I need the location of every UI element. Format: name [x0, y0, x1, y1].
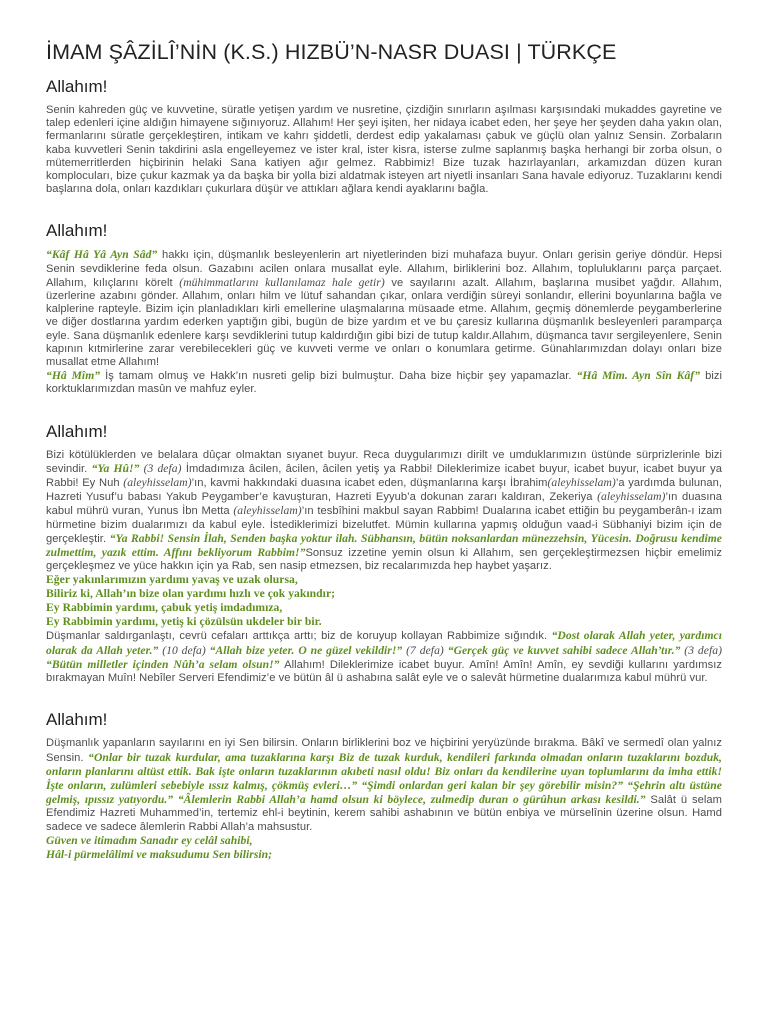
- section-heading: Allahım!: [46, 421, 108, 441]
- body-text: ve sayılarını azalt. Allahım, başlarına musibet yağdır. Allahım, üzerlerine azabını gönder. Allahım, onları hilm ve lütuf sahandan çıkar, onlara verdiğin süreyi sonlandır, ellerini boyunlarına bağla ve kalplerine rapteyle. Bizim için planladıkları kirli emellerine ulaşmalarına müsaade etme. Allahım, geçmiş dönemlerde peygamberlerine ve diğer dostlarına yardım ederken yaptığın gibi, bugün de bize yardım et ve bu çaresiz kullarına düşmanlık besleyenleri paramparça eyle. Sana düşmanlık edenlere karşı sevdiklerini tutup kaldırdığın gibi bizi de tutup kaldır.Allahım, düşmanca tavır sergileyenlere, Senin kapının kıtmirlerine zarar verebilecekleri güç ve kuvveti verme ve onları o konumlara getirme. Günahlarımızdan dolayı onları bize musallat etme Allahım!: [46, 276, 722, 369]
- verse-line: Ey Rabbimin yardımı, çabuk yetiş imdadımıza,: [46, 601, 283, 615]
- italic-text: (aleyhisselam): [233, 504, 302, 518]
- body-text: ’ın, kavmi hakkındaki duasına icabet eden, düşmanlarına karşı İbrahim: [191, 477, 548, 490]
- body-text: Allahım! Dileklerimize icabet buyur. Amîn! Amîn! Amîn, ey sevdiği kullarını yardımsız bırakmayan Muîn! Nebîler Serveri Efendimiz’e ve bütün âl ü ashabına salât eyle ve o salevât hürmetine dualarımıza kabul mührü vur.: [46, 658, 723, 685]
- section-heading: Allahım!: [46, 221, 108, 241]
- body-text: ’ın duasına kabul mührü vuran, Yunus İbn Metta: [46, 491, 722, 518]
- body-text: İş tamam olmuş ve Hakk’ın nusreti gelip bizi bulmuştur. Daha bize hiçbir şey yapamazlar.: [100, 370, 577, 383]
- section-3: [46, 421, 722, 686]
- section-2: [46, 220, 722, 396]
- italic-text: (aleyhisselam): [547, 476, 616, 490]
- section-4: [46, 709, 722, 861]
- verse-line: Biliriz ki, Allah’ın bize olan yardımı hızlı ve çok yakındır;: [46, 587, 336, 601]
- verse-line: Güven ve itimadım Sanadır ey celâl sahibi,: [46, 833, 253, 847]
- section-paragraph: [46, 248, 722, 396]
- body-text: Sonsuz izzetine yemin olsun ki Allahım, sen gerçekleştirmezsen hiçbir emelimiz gerçekleşmez ve yüce hakkın için ya Rab, sen nasip etmezsen, biz recalarımızda hep haybet yaşarız.: [46, 547, 723, 573]
- body-text: ’a yardımda bulunan, Hazreti Yusuf’u babası Yakub Peygamber’e kavuşturan, Hazreti Eyyub’a dokunan zararı kaldıran, Zekeriya: [46, 477, 722, 504]
- italic-text: (3 defa): [139, 461, 182, 475]
- italic-text: (3 defa): [680, 643, 722, 657]
- body-text: İmdadımıza âcilen, âcilen, âcilen yetiş ya Rabbi! Dileklerimize icabet buyur, icabet buyur, icabet buyur ya Rabbi! Ey Nuh: [46, 462, 722, 490]
- section-1: [46, 76, 722, 196]
- body-text: Düşmanlar saldırganlaştı, cevrü cefaları arttıkça arttı; biz de koruyup kollayan Rabbimize sığındık.: [46, 630, 552, 643]
- italic-text: (aleyhisselam): [123, 476, 192, 490]
- section-heading: Allahım!: [46, 710, 108, 730]
- body-text: bizi korktuklarımızdan masûn ve mahfuz eyler.: [46, 370, 722, 396]
- highlight-text: “Onlar bir tuzak kurdular, ama tuzaklarına karşı Biz de tuzak kurduk, kendileri farkında olmadan onların tuzaklarını bozduk, onların planlarını altüst ettik. Bak işte onların tuzaklarının akıbeti nasıl oldu! Biz onları da kendilerine uyan toplumlarını da imha ettik! İşte onların, zulümleri sebebiyle ıssız kalmış, çökmüş evleri…” “Şimdi onlardan geri kalan bir şey görebilir misin?” “Şehrin altı üstüne gelmiş, ıpıssız yatıyordu.” “Âlemlerin Rabbi Allah’a hamd olsun ki böylece, zulmedip duran o gürûhun arkası kesildi.”: [46, 750, 722, 807]
- italic-text: (7 defa): [402, 643, 448, 657]
- verse-line: Eğer yakınlarımızın yardımı yavaş ve uzak olursa,: [46, 573, 298, 587]
- highlight-text: “Gerçek güç ve kuvvet sahibi sadece Allah’tır.”: [447, 643, 681, 657]
- highlight-text: “Hâ Mîm”: [46, 369, 101, 383]
- highlight-text: “Ya Hû!”: [91, 461, 140, 475]
- italic-text: (aleyhisselam): [597, 490, 666, 504]
- highlight-text: “Kâf Hâ Yâ Ayn Sâd”: [46, 248, 158, 262]
- section-paragraph: [46, 449, 722, 686]
- page-title: İMAM ŞÂZİLÎ’NİN (K.S.) HIZBÜ’N-NASR DUASI | TÜRKÇE: [46, 40, 617, 64]
- body-text: ’ın tesbîhini makbul sayan Rabbim! Dualarına icabet ettiğin bu peygamberân-ı izam hürmetine bizim dualarımızı da kabul eyle. İstediklerimizi bizelutfet. Mümin kullarına yapmış olduğun vaad-i Sübhaniyi bizim için de gerçekleştir.: [46, 505, 722, 545]
- highlight-text: “Dost olarak Allah yeter, yardımcı olarak da Allah yeter.”: [46, 629, 722, 657]
- highlight-text: “Hâ Mîm. Ayn Sîn Kâf”: [576, 369, 701, 383]
- section-heading: Allahım!: [46, 77, 108, 96]
- body-text: Düşmanlık yapanların sayılarını en iyi Sen bilirsin. Onların birliklerini boz ve hiçbirini yeryüzünde bırakma. Bâkî ve sermedî olan yalnız Sensin.: [46, 737, 722, 764]
- body-text: Salât ü selam Efendimiz Hazreti Muhammed’in, tertemiz ehl-i beytinin, kerem sahibi ashabının ve bütün enbiya ve mürselînin üzerine olsun. Hamd sadece ve sadece âlemlerin Rabbi Allah’a mahsustur.: [46, 794, 723, 833]
- italic-text: (mühimmatlarını kullanılamaz hale getir): [179, 275, 385, 289]
- highlight-text: “Ya Rabbi! Sensin İlah, Senden başka yoktur ilah. Sübhansın, bütün noksanlardan münezzehsin, Yücesin. Doğrusu kendime zulmettim, yazık ettim. Affını bekliyorum Rabbim!”: [46, 531, 722, 560]
- section-paragraph: Senin kahreden güç ve kuvvetine, süratle yetişen yardım ve nusretine, çizdiğin sınırların aşılması karşısındaki mukaddes gayretine ve talep edenleri içine aldığın himayene sığınıyoruz. Allahım! Her şeyi işiten, her nidaya icabet eden, her şeye her şeyden daha yakın olan, fermanlarını süratle gerçekleştiren, intikam ve kahrı şiddetli, derdest edip yakalaması çabuk ve güçlü olan yalnız Sensin. Zorbaların kaba kuvvetleri Senin takdirini asla engelleyemez ve ister kral, ister kisra, isterse zulme saplanmış başka herhangi bir zorba olsun, o mütemerritlerden hiçbirinin helaki Sana katiyen ağır gelmez. Rabbimiz! Bize tuzak hazırlayanları, arkamızdan düzen kuran komplocuları, bize çukur kazmak ya da başka bir yolla bizi aldatmak isteyen art niyetli insanları Sana havale ediyoruz. Tuzaklarını kendi başlarına dola, onları kazdıkları çukurlara düşür ve attıkları ağlara kendi ayaklarını bağla.: [46, 104, 722, 196]
- body-text: hakkı için, düşmanlık besleyenlerin art niyetlerinden bizi muhafaza buyur. Onları gerisin geriye döndür. Hepsi Senin sevdiklerine feda olsun. Gazabını acilen onlara musallat eyle. Allahım, birliklerini boz. Allahım, topluluklarını parça parçaet. Allahım, kılıçlarını körelt: [46, 249, 722, 289]
- highlight-text: “Allah bize yeter. O ne güzel vekildir!”: [209, 643, 403, 657]
- italic-text: (10 defa): [158, 643, 210, 657]
- verse-line: Ey Rabbimin yardımı, yetiş ki çözülsün ukdeler bir bir.: [46, 615, 322, 629]
- verse-line: Hâl-i pürmelâlimi ve maksudumu Sen bilirsin;: [46, 847, 273, 861]
- highlight-text: “Bütün milletler içinden Nûh’a selam olsun!”: [46, 657, 280, 671]
- body-text: Bizi kötülüklerden ve belalara dûçar olmaktan sıyanet buyur. Reca duygularımızı dirilt ve umduklarımızın üstünde sürprizlerinle bizi sevindir.: [46, 448, 722, 475]
- section-paragraph: [46, 737, 722, 861]
